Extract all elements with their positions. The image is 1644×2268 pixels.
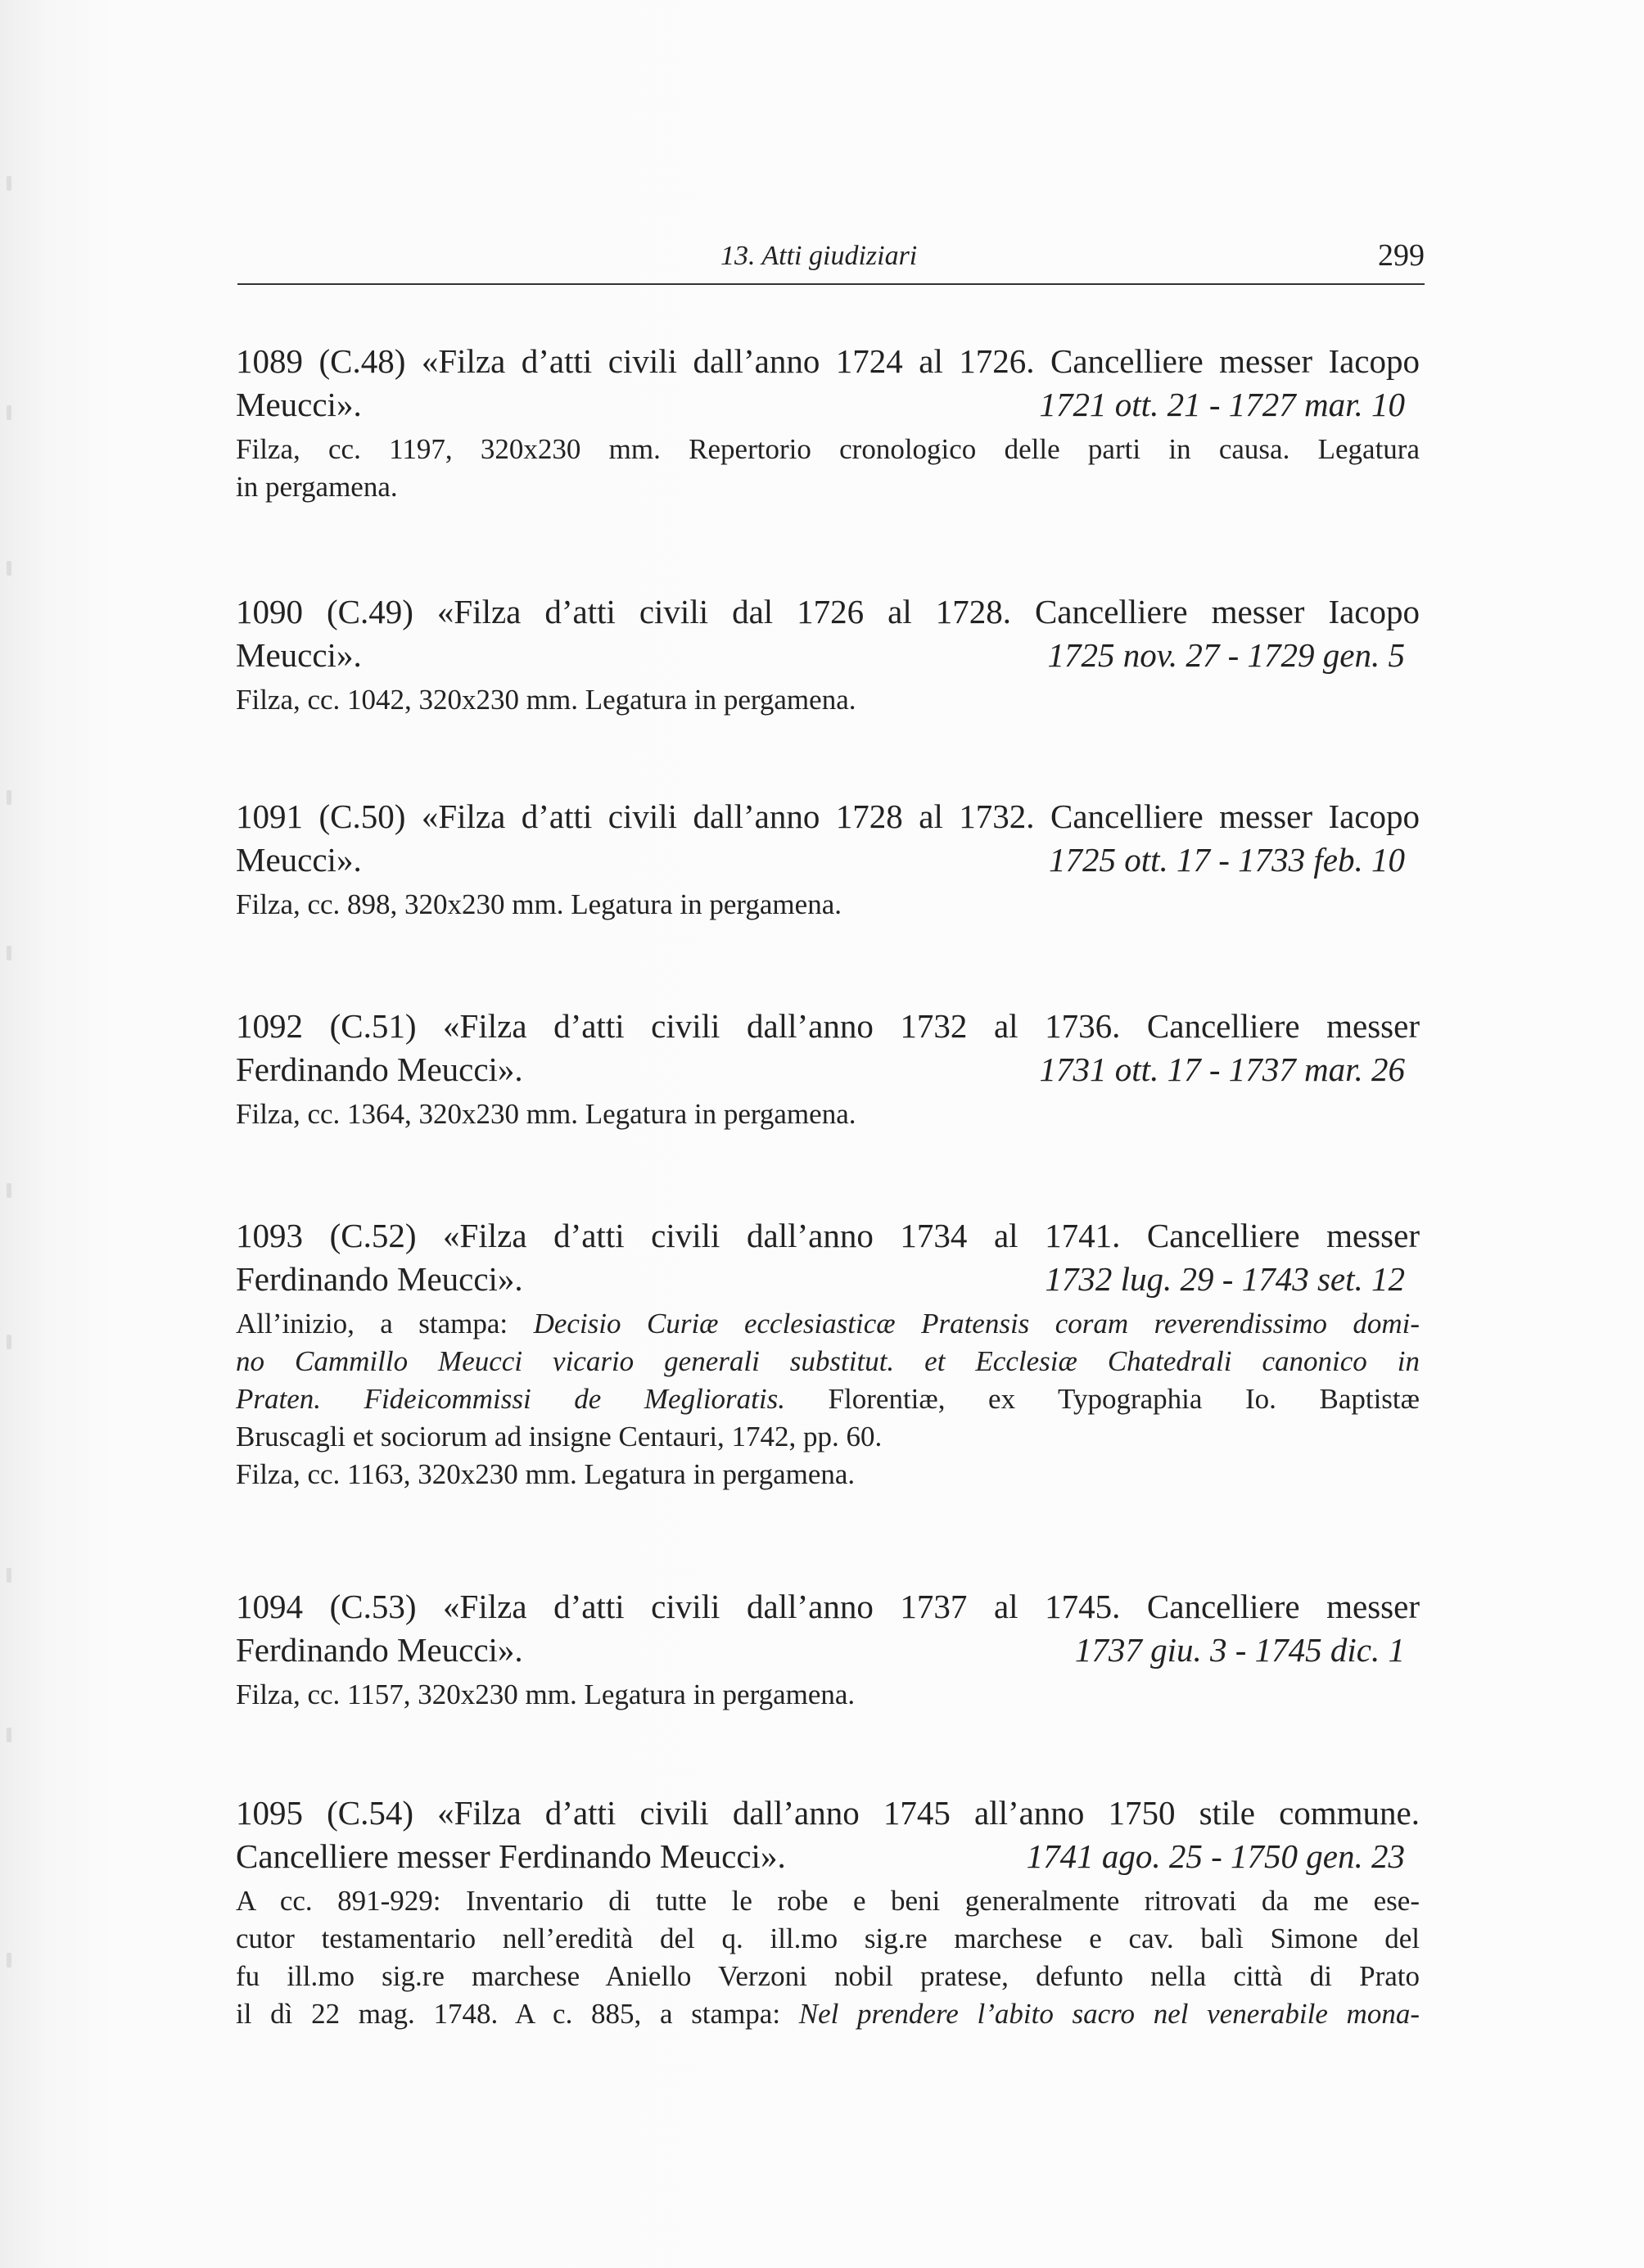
entry-1094: [236, 1584, 1420, 1714]
entry-description: [236, 1305, 1420, 1493]
entry-heading-continuation: Meucci».: [236, 386, 362, 423]
entry-date-range: 1737 giu. 3 - 1745 dic. 1: [1074, 1631, 1405, 1669]
entry-heading-continuation: Ferdinando Meucci».: [236, 1260, 523, 1298]
entry-description: [236, 681, 1420, 719]
binding-mark: [7, 946, 11, 960]
entry-dates-line: [236, 1048, 1420, 1091]
entry-1093: [236, 1213, 1420, 1493]
description-line: A cc. 891-929: Inventario di tutte le robe e beni generalmente ritrovati da me ese-: [236, 1885, 1420, 1917]
description-line: Bruscagli et sociorum ad insigne Centauri, 1742, pp. 60.: [236, 1421, 883, 1453]
entry-description: [236, 1676, 1420, 1714]
entry-description: [236, 886, 1420, 924]
entry-dates-line: [236, 1835, 1420, 1877]
entry-heading: 1092 (C.51) «Filza d’atti civili dall’anno 1732 al 1736. Cancelliere messer: [236, 1007, 1420, 1045]
description-line: [236, 1305, 1420, 1343]
entry-heading: 1093 (C.52) «Filza d’atti civili dall’anno 1734 al 1741. Cancelliere messer: [236, 1217, 1420, 1254]
description-line: Filza, cc. 1157, 320x230 mm. Legatura in pergamena.: [236, 1678, 856, 1710]
entry-dates-line: [236, 838, 1420, 881]
entry-heading-continuation: Ferdinando Meucci».: [236, 1631, 523, 1669]
binding-mark: [7, 405, 11, 420]
entry-1090: [236, 590, 1420, 719]
running-title: 13. Atti giudiziari: [720, 241, 918, 271]
entry-dates-line: [236, 634, 1420, 676]
entry-1095: [236, 1791, 1420, 2033]
entry-dates-line: [236, 1258, 1420, 1300]
entry-dates-line: [236, 383, 1420, 426]
entry-date-range: 1725 nov. 27 - 1729 gen. 5: [1047, 636, 1405, 674]
printed-title-text: Nel prendere l’abito sacro nel venerabile mona-: [798, 1998, 1420, 2030]
entry-heading-continuation: Meucci».: [236, 841, 362, 879]
page-number: 299: [1378, 238, 1425, 273]
description-line: Filza, cc. 1042, 320x230 mm. Legatura in pergamena.: [236, 684, 856, 716]
entry-heading: 1091 (C.50) «Filza d’atti civili dall’anno 1728 al 1732. Cancelliere messer Iacopo: [236, 797, 1420, 835]
binding-mark: [7, 176, 11, 191]
description-line: cutor testamentario nell’eredità del q. ill.mo sig.re marchese e cav. balì Simone del: [236, 1922, 1420, 1954]
entry-heading-continuation: Cancelliere messer Ferdinando Meucci».: [236, 1837, 786, 1875]
description-line: [236, 1995, 1420, 2033]
entry-date-range: 1741 ago. 25 - 1750 gen. 23: [1026, 1837, 1405, 1875]
entry-heading: 1089 (C.48) «Filza d’atti civili dall’anno 1724 al 1726. Cancelliere messer Iacopo: [236, 342, 1420, 380]
entry-1089: [236, 339, 1420, 506]
description-line: [236, 1343, 1420, 1380]
description-line: Filza, cc. 1364, 320x230 mm. Legatura in pergamena.: [236, 1098, 856, 1130]
description-text: il dì 22 mag. 1748. A c. 885, a stampa:: [236, 1998, 799, 2030]
binding-mark: [7, 1335, 11, 1349]
binding-mark: [7, 1728, 11, 1742]
entry-heading: 1090 (C.49) «Filza d’atti civili dal 1726 al 1728. Cancelliere messer Iacopo: [236, 593, 1420, 630]
entry-heading: 1095 (C.54) «Filza d’atti civili dall’anno 1745 all’anno 1750 stile commune.: [236, 1794, 1420, 1832]
entry-date-range: 1731 ott. 17 - 1737 mar. 26: [1039, 1050, 1405, 1088]
binding-mark: [7, 561, 11, 576]
binding-mark: [7, 1568, 11, 1583]
entry-date-range: 1721 ott. 21 - 1727 mar. 10: [1039, 386, 1405, 423]
entry-dates-line: [236, 1629, 1420, 1671]
description-line: fu ill.mo sig.re marchese Aniello Verzoni nobil pratese, defunto nella città di Prato: [236, 1960, 1420, 1992]
entry-date-range: 1732 lug. 29 - 1743 set. 12: [1045, 1260, 1405, 1298]
entry-description: [236, 1096, 1420, 1133]
binding-mark: [7, 1953, 11, 1968]
description-line: Filza, cc. 1163, 320x230 mm. Legatura in pergamena.: [236, 1458, 856, 1490]
entry-description: [236, 1882, 1420, 2033]
entry-description: [236, 431, 1420, 506]
entry-1091: [236, 794, 1420, 924]
binding-mark: [7, 1183, 11, 1198]
description-line: [236, 1380, 1420, 1418]
entry-heading: 1094 (C.53) «Filza d’atti civili dall’anno 1737 al 1745. Cancelliere messer: [236, 1588, 1420, 1625]
entry-heading-continuation: Meucci».: [236, 636, 362, 674]
printed-title-text: no Cammillo Meucci vicario generali substitut. et Ecclesiæ Chatedrali canonico in: [236, 1345, 1420, 1377]
entry-date-range: 1725 ott. 17 - 1733 feb. 10: [1048, 841, 1405, 879]
description-text: Florentiæ, ex Typographia Io. Baptistæ: [784, 1383, 1420, 1415]
entry-1092: [236, 1004, 1420, 1133]
description-line: in pergamena.: [236, 471, 398, 503]
printed-title-text: Praten. Fideicommissi de Meglioratis.: [236, 1383, 785, 1415]
entry-heading-continuation: Ferdinando Meucci».: [236, 1050, 523, 1088]
description-line: Filza, cc. 1197, 320x230 mm. Repertorio cronologico delle parti in causa. Legatura: [236, 433, 1420, 465]
page-header: [237, 237, 1425, 285]
binding-mark: [7, 790, 11, 805]
description-line: Filza, cc. 898, 320x230 mm. Legatura in pergamena.: [236, 888, 842, 920]
description-text: All’inizio, a stampa:: [236, 1308, 534, 1340]
printed-title-text: Decisio Curiæ ecclesiasticæ Pratensis coram reverendissimo domi-: [533, 1308, 1420, 1340]
